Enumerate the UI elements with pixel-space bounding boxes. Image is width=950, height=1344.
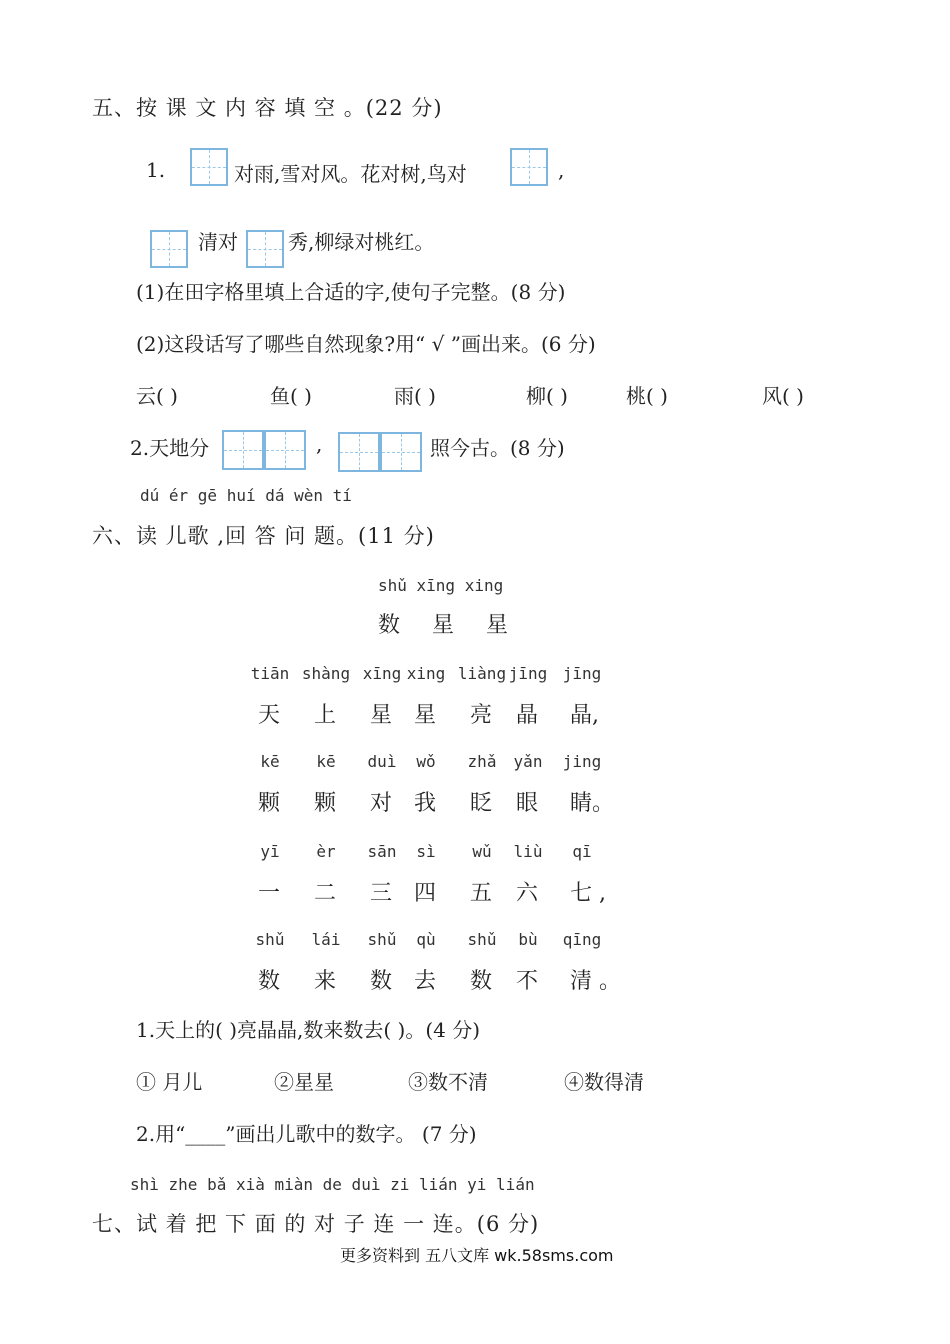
poem-pinyin: bù [518, 930, 538, 949]
poem-pinyin: zhǎ [467, 752, 497, 771]
poem-char: 眼 [516, 791, 539, 816]
q2-comma: , [316, 432, 323, 456]
tianzige-box[interactable] [264, 430, 306, 470]
choice-willow[interactable]: 柳( ) [526, 384, 568, 408]
poem-char: 天 [258, 703, 281, 728]
s6-q2: 2.用“____”画出儿歌中的数字。 (7 分) [136, 1122, 477, 1146]
poem-char: 三 [370, 881, 393, 906]
poem-char: 上 [314, 703, 337, 728]
poem-pinyin: yī [260, 842, 280, 861]
poem-pinyin: qù [416, 930, 436, 949]
poem-char: 不 [516, 969, 539, 994]
tianzige-box[interactable] [510, 148, 548, 186]
poem-pinyin: sì [416, 842, 436, 861]
poem-char: 数 [370, 969, 393, 994]
tianzige-box[interactable] [246, 230, 284, 268]
poem-char: 对 [370, 791, 393, 816]
q2-text-c: 照今古。(8 分) [430, 436, 565, 460]
tianzige-box[interactable] [222, 430, 264, 470]
q1-line2-text-a: 清对 [198, 230, 238, 254]
q1-line1-comma: , [558, 158, 565, 182]
tianzige-box[interactable] [190, 148, 228, 186]
poem-pinyin: lái [311, 930, 341, 949]
poem-pinyin: wǒ [416, 752, 436, 771]
poem-char: 六 [516, 881, 539, 906]
q1-line2-text-b: 秀,柳绿对桃红。 [288, 230, 435, 254]
poem-title-char: 星 [432, 613, 455, 638]
poem-char: 来 [314, 969, 337, 994]
poem-char: 清 。 [570, 969, 621, 994]
poem-char: 星 [370, 703, 393, 728]
poem-char: 我 [414, 791, 437, 816]
poem-pinyin: shǔ [467, 930, 497, 949]
section7-pinyin: shì zhe bǎ xià miàn de duì zi lián yi lián [130, 1175, 535, 1194]
choice-fish[interactable]: 鱼( ) [270, 384, 312, 408]
section6-pinyin: dú ér gē huí dá wèn tí [140, 486, 352, 505]
poem-char: 五 [470, 881, 493, 906]
poem-char: 睛。 [570, 791, 615, 816]
poem-char: 星 [414, 703, 437, 728]
q2-text-a: 2.天地分 [130, 436, 210, 460]
poem-pinyin: duì [367, 752, 397, 771]
poem-pinyin: liàng [457, 664, 507, 683]
section7-title: 七、试 着 把 下 面 的 对 子 连 一 连。(6 分) [92, 1212, 540, 1236]
q1-sub2: (2)这段话写了哪些自然现象?用“ √ ”画出来。(6 分) [136, 332, 596, 356]
poem-title-char: 数 [378, 613, 401, 638]
tianzige-box[interactable] [150, 230, 188, 268]
poem-char: 四 [414, 881, 437, 906]
poem-pinyin: jīng [562, 664, 602, 683]
poem-pinyin: qīng [562, 930, 602, 949]
poem-pinyin: jing [562, 752, 602, 771]
poem-char: 亮 [470, 703, 493, 728]
poem-char: 颗 [314, 791, 337, 816]
poem-pinyin: shǔ [255, 930, 285, 949]
tianzige-box[interactable] [338, 432, 380, 472]
poem-pinyin: kē [260, 752, 280, 771]
poem-char: 晶, [570, 703, 599, 728]
poem-pinyin: sān [367, 842, 397, 861]
q1-number: 1. [146, 158, 166, 182]
choice-rain[interactable]: 雨( ) [394, 384, 436, 408]
poem-pinyin: tiān [250, 664, 290, 683]
poem-pinyin: shàng [301, 664, 351, 683]
q1-line1-text: 对雨,雪对风。花对树,鸟对 [234, 162, 467, 186]
option-1[interactable]: ① 月儿 [136, 1070, 203, 1094]
poem-pinyin: yǎn [513, 752, 543, 771]
tianzige-box[interactable] [380, 432, 422, 472]
footer-text: 更多资料到 五八文库 wk.58sms.com [340, 1246, 614, 1265]
s6-q1: 1.天上的( )亮晶晶,数来数去( )。(4 分) [136, 1018, 481, 1042]
poem-pinyin: liù [513, 842, 543, 861]
poem-char: 数 [470, 969, 493, 994]
poem-char: 晶 [516, 703, 539, 728]
poem-pinyin: xīng [362, 664, 402, 683]
choice-cloud[interactable]: 云( ) [136, 384, 178, 408]
poem-char: 一 [258, 881, 281, 906]
poem-pinyin: kē [316, 752, 336, 771]
poem-title-pinyin: shǔ xīng xing [378, 576, 504, 595]
poem-pinyin: jīng [508, 664, 548, 683]
poem-pinyin: shǔ [367, 930, 397, 949]
poem-char: 七 , [570, 881, 606, 906]
poem-pinyin: qī [572, 842, 592, 861]
section5-title: 五、按 课 文 内 容 填 空 。(22 分) [92, 96, 443, 120]
choice-wind[interactable]: 风( ) [762, 384, 804, 408]
choice-peach[interactable]: 桃( ) [626, 384, 668, 408]
poem-pinyin: èr [316, 842, 336, 861]
poem-title [378, 608, 540, 639]
poem-title-char: 星 [486, 613, 509, 638]
option-3[interactable]: ③数不清 [408, 1070, 488, 1094]
poem-char: 眨 [470, 791, 493, 816]
q1-sub1: (1)在田字格里填上合适的字,使句子完整。(8 分) [136, 280, 566, 304]
poem-char: 去 [414, 969, 437, 994]
poem-char: 颗 [258, 791, 281, 816]
poem-char: 二 [314, 881, 337, 906]
poem-char: 数 [258, 969, 281, 994]
option-4[interactable]: ④数得清 [564, 1070, 644, 1094]
poem-pinyin: wǔ [472, 842, 492, 861]
section6-title: 六、读 儿歌 ,回 答 问 题。(11 分) [92, 524, 435, 548]
poem-pinyin: xing [406, 664, 446, 683]
option-2[interactable]: ②星星 [274, 1070, 334, 1094]
